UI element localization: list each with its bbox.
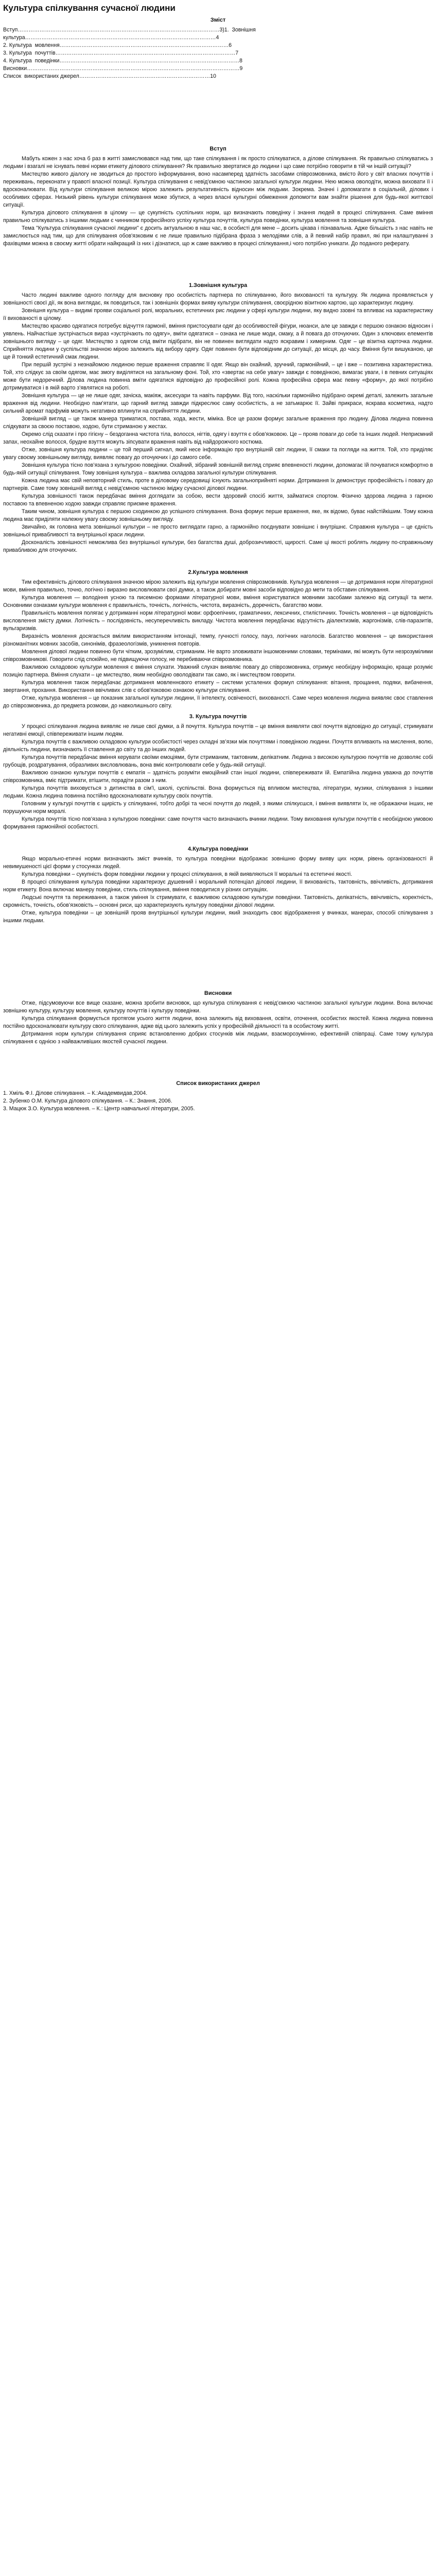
paragraph: Зовнішня культура – видимі прояви соціальної ролі, моральних, естетичних рис людини у сфері культури людини, яку видно ззовні та впливає на характеристику її вихованості в цілому. xyxy=(3,308,433,321)
paragraph: У процесі спілкування людина виявляє не лише свої думки, а й почуття. Культура почуттів – це вміння виявляти свої почуття відповідно до ситуації, стримувати негативні емоції, співпереживати іншим людям. xyxy=(3,723,433,737)
paragraph: Отже, підсумовуючи все вище сказане, можна зробити висновок, що культура спілкування є невід’ємною частиною загальної культури людини. Вона включає зовнішню культуру, культуру мовлення, культуру почуттів і культуру поведінки. xyxy=(3,1000,433,1014)
paragraph: Звичайно, як головна мета зовнішньої культури – не просто виглядати гарно, а гармонійно поєднувати зовнішнє і внутрішнє. Справжня культура – це єдність зовнішньої привабливості та внутрішньої краси людини. xyxy=(3,524,433,538)
toc-row: Вступ…………………………………………………………………………………………………3)1. Зовнішня xyxy=(3,27,256,33)
paragraph: При першій зустрічі з незнайомою людиною перше враження справляє її одяг. Якщо він охайний, зручний, гармонійний, – це і вже – позитивна характеристика. Той, хто слідкує за своїм одягом, має змогу виділятися на загальному фоні. Той, хто «звертає на себе увагу» завжди є поведінкою, вимагає уваги, і в певних ситуаціях може бути недоречний. Ділова людина повинна вміти одягатися відповідно до професійної ролі. Кожна професійна сфера має певну «форму», до якої потрібно дотримуватися і в якій варто з’являтися на роботі. xyxy=(3,362,433,391)
page-gap xyxy=(3,956,433,987)
section-intro xyxy=(3,145,433,248)
paragraph: Виразність мовлення досягається вмілим використанням інтонації, темпу, гучності голосу, пауз, логічних наголосів. Багатство мовлення – це використання різноманітних мовних засобів, синонімів, фразеологізмів, уникнення повторів. xyxy=(3,633,433,647)
document-title: Культура спілкування сучасної людини xyxy=(3,3,176,13)
paragraph: Окремо слід сказати і про гігієну – бездоганна чистота тіла, волосся, нігтів, одягу і взуття є обов'язковою. Це – прояв поваги до себе та інших людей. Неприємний запах, неохайне волосся, брудне взуття можуть зіпсувати враження навіть від найдорожчого костюма. xyxy=(3,431,433,445)
paragraph: Мистецтво красиво одягатися потребує відчуття гармонії, вміння пристосувати одяг до особливостей фігури, нюанси, але це завжди є першою ознакою відносин і уявлень. Найчастіше зустрічається вираз «зустрічають по одягу», вміти одягатися – ознака не лише моди, смаку, а й повага до оточуючих. Один з ключових елементів зовнішнього вигляду – це одяг. Мистецтво з одягом слід вміти підібрати, він не повинен виглядати надто яскравим і химерним. Одяг – це візитна карточка людини. Сприйняття людини у суспільстві значною мірою залежить від вибору одягу. Одяг повинен бути відповідним до ситуації, до місця, до часу. Вміння бути вишуканою, це ще й тонкий естетичний смак людини. xyxy=(3,323,433,360)
paragraph: Мовлення ділової людини повинно бути чітким, зрозумілим, стриманим. Не варто зловживати іншомовними словами, термінами, які можуть бути незрозумілими співрозмовникові. Говорити слід спокійно, не підвищуючи голосу, не перебиваючи співрозмовника. xyxy=(3,649,433,663)
paragraph: Тема "Культура спілкування сучасної людини" є досить актуальною в наш час, в особисті для мене – досить цікава і пізнавальна. Адже більшість з нас навіть не замислюється над тим, що для спілкування обов'язковим є не лише правильно підібрана фраза з мелодіями слів, а й певний набір правил, які при налаштуванні з фахівцями можна в своєму житті обрати найкращий із них і дізнатися, що ж саме важливо в процесі спілкування,і чого потрібно уникати. До поданого реферату. xyxy=(3,225,433,247)
page-gap xyxy=(3,1046,433,1077)
paragraph: Мистецтво живого діалогу не зводиться до простого інформування, воно насамперед здатність засобами співрозмовника, вмісто його у світ власних почуттів і переживань, переконати у правоті власної позиції. Культура спілкування є невід'ємною частиною загальної культури людини. Нею можна оволодіти, можна виховати її і вдосконалювати. Від культури спілкування великою мірою залежить результативність відносин між людьми. Зокрема. Значні і допомагати в соціальній, ділових і особливих сферах. Низький рівень культури спілкування може збутися, а через власні культурні обмеження допомогти вам знайти рішення для будь-якої життєвої ситуації. xyxy=(3,171,433,208)
section-heading: 4.Культура поведінки xyxy=(187,846,249,852)
paragraph: Часто людині важливе одного погляду для висновку про особистість партнера по спілкуванню, його вихованості та культуру. Як людина проявляється у зовнішності своєї дії, як вона виглядає, як поводиться, так і зовнішніх формах вияву культури спілкування, своєрідною візитною картою, що характеризує людину. xyxy=(3,292,433,306)
paragraph: Культура мовлення також передбачає дотримання мовленнєвого етикету – системи усталених формул спілкування: вітання, прощання, подяки, вибачення, звертання, прохання. Використання ввічливих слів є обов'язковою ознакою культури спілкування. xyxy=(3,680,433,693)
section-heading: 2.Культура мовлення xyxy=(188,569,248,575)
toc-row: Список використаних джерел………………………………………………………………10 xyxy=(3,73,216,79)
section-heading: 3. Культура почуттів xyxy=(189,714,247,720)
section-external-culture xyxy=(3,282,433,554)
section-heading: Список використаних джерел xyxy=(176,1080,260,1087)
list-item: 3. Мацюк З.О. Культура мовлення. – К.: Центр навчальної літератури, 2005. xyxy=(3,1106,195,1112)
paragraph: Зовнішня культура — це не лише одяг, зачіска, макіяж, аксесуари та навіть парфуми. Від того, наскільки гармонійно підібрано окремі деталі, залежить загальне враження від людини. Необхідно пам’ятати, що гарний вигляд завжди підкреслює саму особистість, а не затьмарює її. Зайві прикраси, яскрава косметика, надто сильний аромат парфумів можуть негативно вплинути на сприйняття людини. xyxy=(3,393,433,414)
paragraph: Тим ефективність ділового спілкування значною мірою залежить від культури мовлення співрозмовників. Культура мовлення — це дотримання норм літературної мови, вміння правильно, точно, логічно і виразно висловлювати свої думки, а також добирати мовні засоби відповідно до мети та обставин спілкування. xyxy=(3,579,433,593)
toc-row: культура……………………………………………………………………………………………4 xyxy=(3,35,219,41)
page-gap xyxy=(3,831,433,842)
section-conclusions xyxy=(3,990,433,1046)
paragraph: Отже, культура поведінки – це зовнішній прояв внутрішньої культури людини, який знаходить своє відображення у вчинках, манерах, способі спілкування з іншими людьми. xyxy=(3,910,433,924)
paragraph: Зовнішній вигляд – це також манера триматися, постава, хода, жести, міміка. Все це разом формує загальне враження про людину. Ділова людина повинна слідкувати за своєю поставою, ходою, бути стриманою у жестах. xyxy=(3,416,433,430)
paragraph: Культура поведінки – сукупність форм поведінки людини у процесі спілкування, в якій виявляються її моральні та естетичні якості. xyxy=(22,871,353,877)
paragraph: Культура спілкування формується протягом усього життя людини, вона залежить від виховання, освіти, оточення, особистих якостей. Кожна людина повинна постійно вдосконалювати культуру свого спілкування, адже від цього залежить успіх у професійній діяльності та в особистому житті. xyxy=(3,1015,433,1029)
paragraph: Зовнішня культура тісно пов’язана з культурою поведінки. Охайний, зібраний зовнішній вигляд сприяє впевненості людини, допомагає їй почуватися комфортно в будь-якій ситуації спілкування. Тому зовнішня культура – важлива складова загальної культури спілкування. xyxy=(3,462,433,476)
section-heading: 1.Зовнішня культура xyxy=(188,282,248,289)
list-item: 1. Хміль Ф.І. Ділове спілкування. – К.:Академвидав,2004. xyxy=(3,1090,148,1096)
paragraph: Правильність мовлення полягає у дотриманні норм літературної мови: орфоепічних, граматичних, лексичних, стилістичних. Точність мовлення – це відповідність висловлення змісту думки. Логічність – послідовність, несуперечливість викладу. Чистота мовлення передбачає відсутність діалектизмів, жаргонізмів, слів-паразитів, вульгаризмів. xyxy=(3,610,433,632)
section-sources xyxy=(3,1080,433,1113)
paragraph: Культура ділового спілкування в цілому — це сукупність суспільних норм, що визначають поведінку і знання людей в процесі спілкування. Саме вміння правильно спілкуватись з іншими людьми є чинником професійного успіху культура почуттів, культура поведінки, культура мовлення та зовнішня культура. xyxy=(3,210,433,224)
table-of-contents xyxy=(3,26,433,80)
section-feelings-culture xyxy=(3,713,433,831)
paragraph: Важливою складовою культури мовлення є вміння слухати. Уважний слухач виявляє повагу до співрозмовника, отримує необхідну інформацію, краще розуміє позицію партнера. Вміння слухати – це мистецтво, яким необхідно оволодівати так само, як і мистецтвом говорити. xyxy=(3,664,433,678)
paragraph: Культура зовнішності також передбачає вміння доглядати за собою, вести здоровий спосіб життя, займатися спортом. Фізично здорова людина з гарною поставою та впевненою ходою завжди справляє приємне враження. xyxy=(3,493,433,507)
paragraph: Мабуть кожен з нас хоча б раз в житті замислювався над тим, що таке спілкування і як просто спілкуватися, а ділове спілкування. Як правильно спілкуватись з людьми і взагалі не існувать певні норми етикету ділового спілкування? Як правильно звертатися до людини і що саме потрібно говорити в тій чи іншій ситуації? xyxy=(3,156,433,170)
paragraph: Отже, зовнішня культура людини – це той перший сигнал, який несе інформацію про внутрішній світ людини, її смаки та погляди на життя. Той, хто приділяє увагу своєму зовнішньому вигляду, виявляє повагу до оточуючих і до самого себе. xyxy=(3,447,433,461)
section-heading: Вступ xyxy=(210,146,226,152)
paragraph: Культура почуттів тісно пов’язана з культурою поведінки: саме почуття часто визначають вчинки людини. Тому виховання культури почуттів є необхідною умовою формування гармонійної особистості. xyxy=(3,816,433,830)
page-gap xyxy=(3,554,433,566)
paragraph: Культура мовлення — володіння усною та писемною формами літературної мови, вміння користуватися мовними засобами залежно від ситуації та мети. Основними ознаками культури мовлення є правильність, точність, логічність, чистота, виразність, доречність, багатство мови. xyxy=(3,595,433,608)
page-gap xyxy=(3,925,433,956)
document-page xyxy=(0,0,436,1125)
toc-row: 2. Культура мовлення…………………………………………………………………………………6 xyxy=(3,42,232,48)
paragraph: Досконалість зовнішності неможлива без внутрішньої культури, без багатства душі, доброзичливості, щирості. Саме ці якості роблять людину по-справжньому привабливою для оточуючих. xyxy=(3,539,433,553)
paragraph: Культура почуттів передбачає вміння керувати своїми емоціями, бути стриманим, тактовним, делікатним. Людина з високою культурою почуттів не дозволяє собі грубощів, роздратування, образливих висловлювань, вона вміє контролювати себе у будь-якій ситуації. xyxy=(3,754,433,768)
page-gap xyxy=(3,111,433,142)
list-item: 2. Зубенко О.М. Культура ділового спілкування. – К.: Знання, 2006. xyxy=(3,1098,172,1104)
paragraph: Дотримання норм культури спілкування сприяє встановленню добрих стосунків між людьми, взаєморозумінню, ефективній співпраці. Саме тому культура спілкування є однією з найважливіших якостей сучасної людини. xyxy=(3,1031,433,1045)
section-heading: Висновки xyxy=(204,990,232,996)
page-gap xyxy=(3,248,433,279)
paragraph: Отже, культура мовлення – це показник загальної культури людини, її інтелекту, освіченості, вихованості. Саме через мовлення людина виявляє своє ставлення до співрозмовника, до предмета розмови, до навколишнього світу. xyxy=(3,695,433,709)
section-speech-culture xyxy=(3,569,433,710)
paragraph: Головним у культурі почуттів є щирість у спілкуванні, тобто добрі та чесні почуття до людей, з якими спілкуєшся, і вміння виявляти їх, не ображаючи інших, не порушуючи норм моралі. xyxy=(3,801,433,815)
paragraph: Важливою ознакою культури почуттів є емпатія – здатність розуміти емоційний стан іншої людини, співпереживати їй. Емпатійна людина уважна до почуттів співрозмовника, вміє підтримати, втішити, порадіти разом з ним. xyxy=(3,770,433,784)
paragraph: В процесі спілкування культура поведінки характеризує душевний і моральний потенціал ділової людини, її вихованість, тактовність, ввічливість, дотримання норм етикету. Вона включає манеру поведінки, стиль спілкування, вміння поводитися у різних ситуаціях. xyxy=(3,879,433,893)
paragraph: Культура почуттів є важливою складовою культури особистості через складні зв’язки між почуттями і поведінкою людини. Почуття впливають на мислення, волю, діяльність людини, визначають її ставлення до світу та до інших людей. xyxy=(3,739,433,753)
paragraph: Людські почуття та переживання, а також уміння їх стримувати, є важливою складовою культури поведінки. Тактовність, делікатність, ввічливість, коректність, скромність, точність, обов’язковість – основні риси, що характеризують культуру поведінки ділової людини. xyxy=(3,894,433,908)
toc-row: Висновки………………………………………………………………………………………………………9 xyxy=(3,65,243,72)
paragraph: Кожна людина має свій неповторний стиль, проте в діловому середовищі існують загальноприйняті норми. Дотримання їх демонструє професійність і повагу до партнерів. Саме тому зовнішній вигляд є невід’ємною частиною іміджу сучасної ділової людини. xyxy=(3,478,433,492)
toc-row: 4. Культура поведінки………………………………………………………………………………………8 xyxy=(3,58,242,64)
sources-list xyxy=(3,1090,433,1113)
toc-row: 3. Культура почуттів………………………………………………………………………………………7 xyxy=(3,50,239,56)
toc-heading: Зміст xyxy=(210,17,226,23)
paragraph: Таким чином, зовнішня культура є першою сходинкою до успішного спілкування. Вона формує перше враження, яке, як відомо, буває найстійкішим. Тому кожна людина має приділяти належну увагу своєму зовнішньому вигляду. xyxy=(3,509,433,522)
section-behavior-culture xyxy=(3,845,433,925)
paragraph: Культура почуттів виховується з дитинства в сім'ї, школі, суспільстві. Вона формується під впливом мистецтва, літератури, музики, спілкування з іншими людьми. Кожна людина повинна постійно вдосконалювати культуру своїх почуттів. xyxy=(3,785,433,799)
paragraph: Якщо морально-етичні норми визначають зміст вчинків, то культура поведінки відображає зовнішню форму вияву цих норм, рівень організованості й невимушеності цієї форми у стосунках людей. xyxy=(3,856,433,870)
